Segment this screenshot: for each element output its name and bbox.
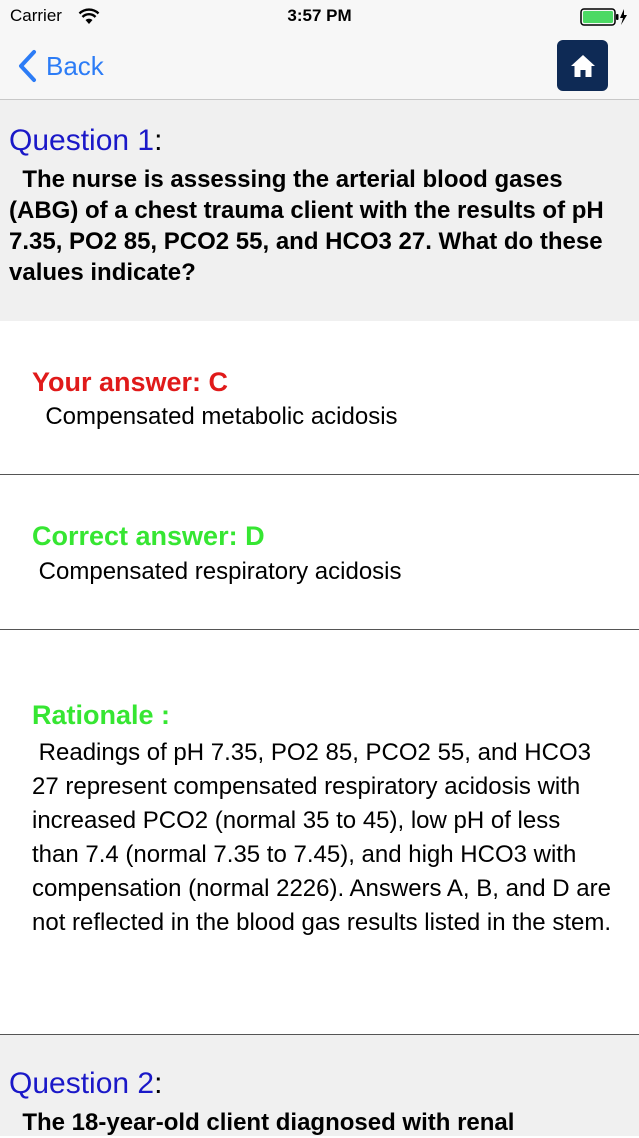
home-button[interactable]: [557, 40, 608, 91]
navigation-bar: [0, 34, 639, 100]
question-2-title: [9, 1067, 162, 1101]
your-answer-block: [0, 321, 639, 475]
carrier-label: Carrier: [10, 6, 62, 25]
home-icon: [570, 53, 596, 79]
rationale-block: [0, 630, 639, 1035]
question-2-text: The 18-year-old client diagnosed with renal: [9, 1109, 515, 1136]
question-2-label: Question 2: [9, 1067, 155, 1100]
question-1-colon: :: [154, 124, 163, 157]
your-answer-label: Your answer: C: [32, 367, 229, 397]
your-answer-text: Compensated metabolic acidosis: [32, 403, 398, 430]
question-1-title: [9, 124, 162, 158]
battery-charging-icon: [580, 8, 628, 26]
question-2-block: [0, 1035, 639, 1136]
back-button[interactable]: [16, 48, 104, 84]
status-bar: [0, 0, 639, 34]
chevron-left-icon: [16, 49, 38, 83]
question-1-label: Question 1: [9, 124, 155, 157]
status-time: 3:57 PM: [287, 6, 352, 25]
rationale-text: Readings of pH 7.35, PO2 85, PCO2 55, and HCO3 27 represent compensated respiratory acidosis with increased PCO2 (normal 35 to 45), low pH of less than 7.4 (normal 7.35 to 7.45), and high HCO3 with compensation (normal 2226). Answers A, B, and D are not reflected in the blood gas results listed in the stem.: [32, 739, 618, 936]
back-label: Back: [46, 50, 104, 81]
question-2-colon: :: [154, 1067, 163, 1100]
rationale-label: Rationale :: [32, 700, 171, 730]
question-1-block: [0, 100, 639, 321]
question-1-text: The nurse is assessing the arterial blood gases (ABG) of a chest trauma client with the results of pH 7.35, PO2 85, PCO2 55, and HCO3 27. What do these values indicate?: [9, 166, 611, 286]
correct-answer-text: Compensated respiratory acidosis: [32, 558, 402, 585]
correct-answer-block: [0, 475, 639, 630]
correct-answer-label: Correct answer: D: [32, 521, 265, 551]
